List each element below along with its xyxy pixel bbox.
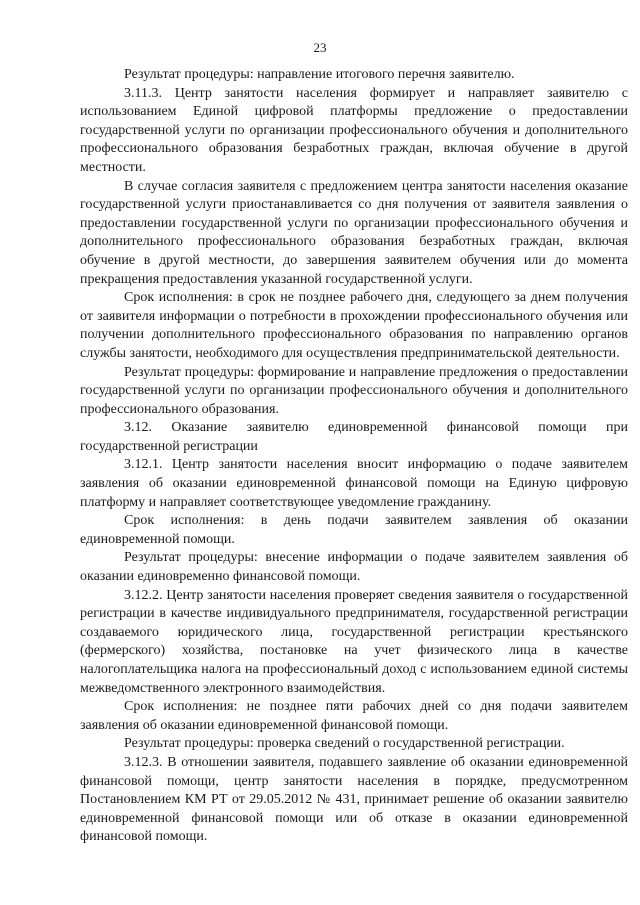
paragraph-deadline-training: Срок исполнения: в срок не позднее рабочего дня, следующего за днем получения от заявителя информации о потребности в прохождении профессионального обучения или получении дополнительного профессионального образования по направлению органов службы занятости, необходимого для осуществления предпринимательской деятельности. <box>80 290 628 361</box>
paragraph-result-verification: Результат процедуры: проверка сведений о государственной регистрации. <box>124 736 565 752</box>
paragraph-3-11-3: 3.11.3. Центр занятости населения формирует и направляет заявителю с использованием Единой цифровой платформы предложение о предоставлении государственной услуги по организации профессионального обучения и дополнительного профессионального образования безработных граждан, включая обучение в другой местности. <box>80 85 628 175</box>
paragraph-deadline-same-day: Срок исполнения: в день подачи заявителем заявления об оказании единовременной помощи. <box>80 513 628 547</box>
paragraph-3-12-3: 3.12.3. В отношении заявителя, подавшего заявление об оказании единовременной финансовой помощи, центр занятости населения в порядке, предусмотренном Постановлением КМ РТ от 29.05.2012 № 431, принимает решение об оказании заявителю единовременной финансовой помощи или об отказе в оказании единовременной финансовой помощи. <box>80 754 628 845</box>
paragraph-result-proposal: Результат процедуры: формирование и направление предложения о предоставлении государственной услуги по организации профессионального обучения и дополнительного профессионального образования. <box>80 364 628 417</box>
paragraph-deadline-five-days: Срок исполнения: не позднее пяти рабочих дней со дня подачи заявителем заявления об оказании единовременной финансовой помощи. <box>80 699 628 733</box>
paragraph-3-12-2: 3.12.2. Центр занятости населения проверяет сведения заявителя о государственной регистрации в качестве индивидуального предпринимателя, государственной регистрации создаваемого юридического лица, государственной регистрации крестьянского (фермерского) хозяйства, постановке на учет физического лица в качестве налогоплательщика налога на профессиональный доход с использованием единой системы межведомственного электронного взаимодействия. <box>80 587 628 696</box>
paragraph-consent-suspension: В случае согласия заявителя с предложением центра занятости населения оказание государственной услуги приостанавливается со дня получения от заявителя заявления о предоставлении государственной услуги по организации профессионального обучения и дополнительного профессионального образования безработных граждан, включая обучение в другой местности, до завершения заявителем обучения или до момента прекращения предоставления указанной государственной услуги. <box>80 178 628 287</box>
page-number: 23 <box>313 40 327 55</box>
section-heading-3-12: 3.12. Оказание заявителю единовременной финансовой помощи при государственной регистрации <box>80 420 628 454</box>
paragraph-result-final-list: Результат процедуры: направление итогового перечня заявителю. <box>124 67 515 82</box>
paragraph-3-12-1: 3.12.1. Центр занятости населения вносит информацию о подаче заявителем заявления об оказании единовременной финансовой помощи на Единую цифровую платформу и направляет соответствующее уведомление гражданину. <box>80 457 628 510</box>
paragraph-result-info-entry: Результат процедуры: внесение информации о подаче заявителем заявления об оказании единовременно финансовой помощи. <box>80 550 628 585</box>
document-body <box>80 66 628 847</box>
